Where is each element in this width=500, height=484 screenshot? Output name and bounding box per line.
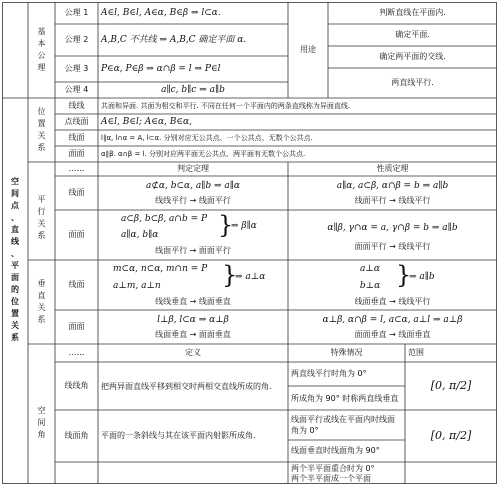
criteria-dots: ……: [68, 164, 85, 173]
perp-prop-line: b⊥α: [359, 281, 381, 291]
axiom-use: 确定两平面的交线.: [379, 52, 446, 61]
angle-name: 线面角: [64, 431, 89, 440]
perp-prop: α⊥β, α∩β = l, a⊂α, a⊥l ⇒ a⊥β: [322, 315, 463, 325]
brace-icon: }: [218, 211, 234, 239]
perpendicular-section-label: 垂 直 关 系: [37, 279, 46, 324]
angle-def: 平面的一条斜线与其在该平面内射影所成角.: [101, 431, 256, 440]
angle-special: 所成角为 90° 时称两直线垂直: [291, 393, 399, 403]
angle-name: 线线角: [64, 381, 89, 390]
angles-special-header: 特殊情况: [330, 348, 363, 357]
perp-prop-result: ⇒ a∥b: [409, 272, 435, 282]
parallel-section-label: 平 行 关 系: [37, 195, 46, 240]
perp-judge-line: a⊥m, a⊥n: [113, 281, 161, 291]
angle-range: [0, π/2]: [430, 379, 472, 392]
position-text: α∥β. α∩β = l. 分别对应两平面无公共点、两平面有无数个公共点.: [101, 150, 306, 158]
position-name: 线线: [68, 101, 85, 110]
axiom-formula: P∈α, P∈β ⇒ α∩β = l ⇒ P∈l: [101, 64, 221, 74]
perp-row-name: 线面: [68, 280, 85, 289]
perp-judge: l⊥β, l⊂α ⇒ α⊥β: [157, 315, 229, 325]
brace-icon: }: [396, 261, 412, 289]
angle-special: 两个半平面重合时为 0°: [291, 463, 375, 473]
parallel-prop: α∥β, γ∩α = a, γ∩β = b ⇒ a∥b: [327, 223, 458, 233]
perp-prop-caption: 面面垂直 → 线面垂直: [354, 330, 431, 339]
parallel-judge-line: a⊂β, b⊂β, a∩b = P: [121, 214, 208, 224]
axiom-use-label: 用途: [300, 45, 316, 54]
perp-judge-line: m⊂α, n⊂α, m∩n = P: [113, 264, 208, 274]
perp-prop-line: a⊥α: [360, 264, 380, 274]
angle-special: 线面平行或线在平面内时线面角为 0°: [291, 415, 395, 435]
axiom-use: 确定平面.: [395, 30, 430, 39]
parallel-judge-line: a∥α, b∥α: [121, 230, 159, 240]
axiom-name: 公理 3: [64, 64, 89, 73]
parallel-row-name: 面面: [68, 230, 85, 239]
parallel-prop: a∥α, a⊂β, α∩β = b ⇒ a∥b: [336, 181, 449, 191]
perp-judge-caption: 线面垂直 → 面面垂直: [155, 330, 231, 339]
position-name: 点线面: [64, 117, 89, 126]
axiom-formula: A,B,C 不共线 ⇒ A,B,C 确定平面 α.: [101, 35, 247, 45]
positions-section-label: 位 置 关 系: [37, 107, 46, 152]
axiom-name: 公理 2: [64, 35, 89, 44]
parallel-judge-result: ⇒ β∥α: [231, 221, 257, 231]
axiom-use: 两直线平行.: [391, 78, 434, 87]
position-text: 共面和异面. 共面为相交和平行. 不同在任何一个平面内的两条直线称为异面直线.: [101, 102, 351, 110]
angles-dots: ……: [68, 348, 85, 357]
angle-special: 两个半平面成一个平面: [291, 474, 371, 483]
angle-range: [0, π/2]: [430, 429, 472, 442]
axioms-section-label: 基 本 公 理: [37, 27, 46, 72]
parallel-judge-caption: 线面平行 → 面面平行: [155, 246, 231, 255]
perp-judge-result: ⇒ a⊥α: [235, 272, 266, 282]
judge-header: 判定定理: [177, 164, 209, 173]
axiom-use: 判断直线在平面内.: [379, 8, 446, 17]
position-text: l∥α, l∩α = A, l⊂α. 分别对应无公共点、一个公共点、无数个公共点.: [101, 134, 313, 142]
parallel-judge-caption: 线线平行 → 线面平行: [155, 196, 231, 205]
angle-special: 两直线平行时角为 0°: [291, 369, 367, 378]
parallel-prop-caption: 面面平行 → 线线平行: [354, 242, 431, 251]
perp-row-name: 面面: [68, 322, 85, 331]
axiom-name: 公理 1: [64, 8, 89, 17]
perp-prop-caption: 线面垂直 → 线线平行: [354, 297, 431, 306]
angles-def-header: 定义: [185, 348, 201, 357]
angle-special: 线面垂直时线面角为 90°: [291, 446, 380, 455]
perp-judge-caption: 线线垂直 → 线面垂直: [155, 297, 231, 306]
position-name: 线面: [68, 133, 85, 142]
angles-section-label: 空 间 角: [37, 406, 46, 439]
property-header: 性质定理: [376, 164, 409, 173]
table-title: 空 间 点 、 直 线 、 平 面 的 位 置 关 系: [11, 177, 19, 342]
parallel-row-name: 线面: [68, 188, 85, 197]
position-text: A∈l, B∈l; A∈α, B∈α,: [101, 117, 192, 127]
parallel-prop-caption: 线面平行 → 线线平行: [354, 196, 431, 205]
axiom-name: 公理 4: [64, 85, 89, 94]
position-name: 面面: [68, 149, 85, 158]
brace-icon: }: [222, 261, 238, 289]
parallel-judge: a⊄α, b⊂α, a∥b ⇒ a∥α: [146, 181, 240, 191]
axiom-formula: a∥c, b∥c ⇒ a∥b: [161, 85, 225, 95]
axiom-formula: A∈l, B∈l, A∈α, B∈β ⇒ l⊂α.: [101, 8, 221, 18]
angle-def: 把两异面直线平移到相交时两相交直线所成的角.: [101, 381, 272, 391]
angles-range-header: 范围: [408, 348, 424, 357]
